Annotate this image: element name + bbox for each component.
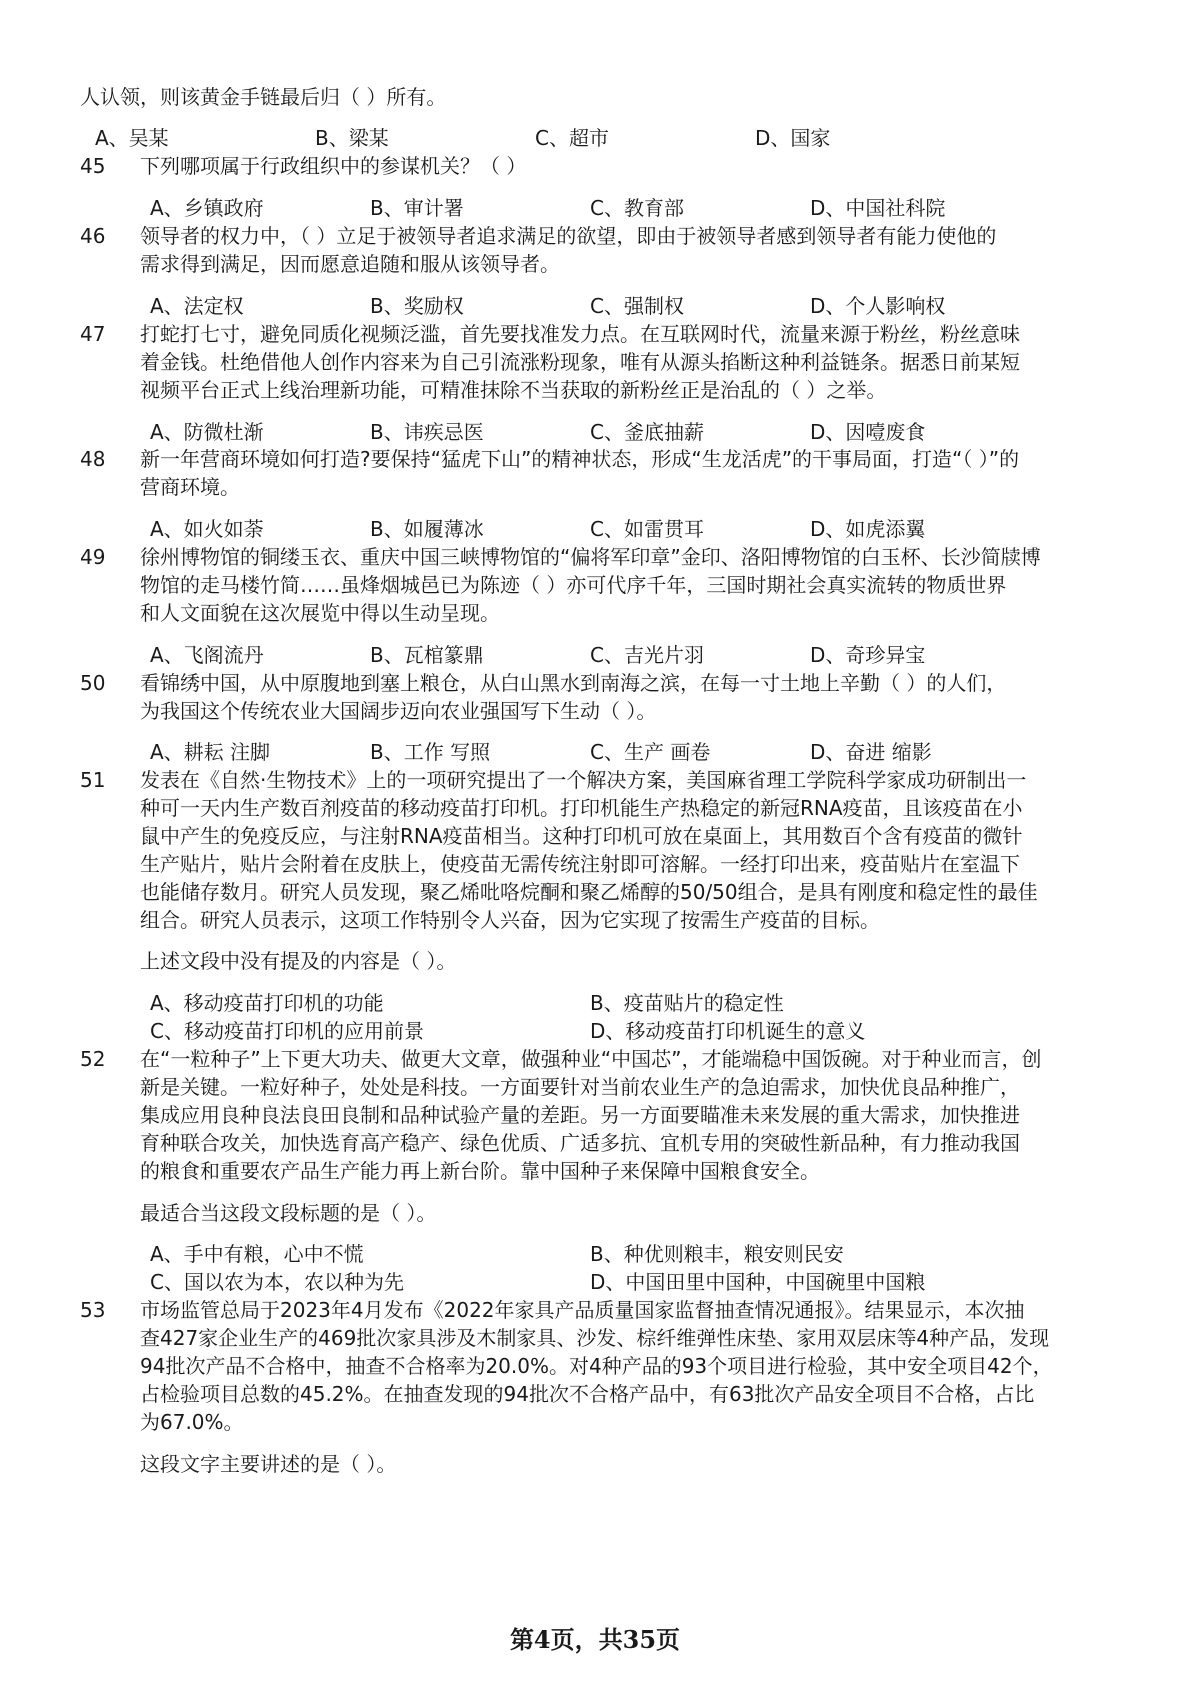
question-number: 51 (80, 768, 106, 792)
option-d: D、中国社科院 (810, 196, 946, 220)
question-stem-line: 新一年营商环境如何打造?要保持“猛虎下山”的精神状态，形成“生龙活虎”的干事局面，打造“（ ）”的 (140, 447, 1020, 471)
intro-option-b: B、梁某 (315, 126, 389, 150)
question-stem-line: 查427家企业生产的469批次家具涉及木制家具、沙发、棕纤维弹性床垫、家用双层床等4种产品，发现 (140, 1326, 1050, 1350)
question-number: 47 (80, 322, 106, 346)
option-d: D、奇珍异宝 (810, 643, 926, 667)
question-stem-line: 鼠中产生的免疫反应，与注射RNA疫苗相当。这种打印机可放在桌面上，其用数百个含有疫苗的微针 (140, 824, 1023, 848)
option-c: C、移动疫苗打印机的应用前景 (150, 1019, 424, 1043)
option-c: C、强制权 (590, 294, 684, 318)
question-number: 46 (80, 224, 106, 248)
option-b: B、讳疾忌医 (370, 420, 484, 444)
question-number: 52 (80, 1047, 106, 1071)
option-a: A、法定权 (150, 294, 244, 318)
option-d: D、如虎添翼 (810, 517, 926, 541)
question-stem-line: 新是关键。一粒好种子，处处是科技。一方面要针对当前农业生产的急迫需求，加快优良品种推广， (140, 1075, 1020, 1099)
question-number: 45 (80, 154, 106, 178)
option-a: A、手中有粮，心中不慌 (150, 1242, 364, 1266)
option-d: D、中国田里中国种，中国碗里中国粮 (590, 1270, 926, 1294)
option-b: B、奖励权 (370, 294, 464, 318)
intro-option-c: C、超市 (535, 126, 609, 150)
option-a: A、防微杜渐 (150, 420, 264, 444)
question-stem-line: 组合。研究人员表示，这项工作特别令人兴奋，因为它实现了按需生产疫苗的目标。 (140, 908, 880, 932)
option-d: D、奋进 缩影 (810, 740, 932, 764)
question-stem-line: 在“一粒种子”上下更大功夫、做更大文章，做强种业“中国芯”，才能端稳中国饭碗。对于种业而言，创 (140, 1047, 1042, 1071)
question-stem-line: 需求得到满足，因而愿意追随和服从该领导者。 (140, 252, 560, 276)
option-c: C、国以农为本，农以种为先 (150, 1270, 404, 1294)
option-d: D、个人影响权 (810, 294, 946, 318)
option-b: B、如履薄冰 (370, 517, 484, 541)
question-number: 49 (80, 545, 106, 569)
intro-option-a: A、吴某 (95, 126, 169, 150)
intro-option-d: D、国家 (755, 126, 831, 150)
question-stem-line: 发表在《自然·生物技术》上的一项研究提出了一个解决方案，美国麻省理工学院科学家成功研制出一 (140, 768, 1027, 792)
question-stem-line: 下列哪项属于行政组织中的参谋机关？（ ） (140, 154, 527, 178)
question-stem-line: 生产贴片，贴片会附着在皮肤上，使疫苗无需传统注射即可溶解。一经打印出来，疫苗贴片在室温下 (140, 852, 1020, 876)
question-stem-line: 为我国这个传统农业大国阔步迈向农业强国写下生动（ ）。 (140, 699, 657, 723)
question-prompt: 上述文段中没有提及的内容是（ ）。 (140, 949, 457, 973)
question-stem-line: 营商环境。 (140, 475, 240, 499)
option-a: A、耕耘 注脚 (150, 740, 271, 764)
question-stem-line: 占检验项目总数的45.2%。在抽查发现的94批次不合格产品中，有63批次产品安全项目不合格，占比 (140, 1382, 1035, 1406)
question-stem-line: 看锦绣中国，从中原腹地到塞上粮仓，从白山黑水到南海之滨，在每一寸土地上辛勤（ ）的人们， (140, 671, 1007, 695)
question-stem-line: 为67.0%。 (140, 1410, 244, 1434)
question-prompt: 最适合当这段文段标题的是（ ）。 (140, 1201, 437, 1225)
question-stem-line: 视频平台正式上线治理新功能，可精准抹除不当获取的新粉丝正是治乱的（ ）之举。 (140, 378, 887, 402)
question-stem-line: 也能储存数月。研究人员发现，聚乙烯吡咯烷酮和聚乙烯醇的50/50组合，是具有刚度和稳定性的最佳 (140, 880, 1038, 904)
question-number: 50 (80, 671, 106, 695)
page-footer: 第4页，共35页 (509, 1625, 681, 1654)
option-b: B、瓦棺篆鼎 (370, 643, 484, 667)
question-stem-line: 徐州博物馆的铜缕玉衣、重庆中国三峡博物馆的“偏将军印章”金印、洛阳博物馆的白玉杯、长沙简牍博 (140, 545, 1041, 569)
question-stem-line: 市场监管总局于2023年4月发布《2022年家具产品质量国家监督抽查情况通报》。结果显示，本次抽 (140, 1298, 1025, 1322)
question-stem-line: 着金钱。杜绝借他人创作内容来为自己引流涨粉现象，唯有从源头掐断这种利益链条。据悉日前某短 (140, 350, 1020, 374)
question-stem-line: 的粮食和重要农产品生产能力再上新台阶。靠中国种子来保障中国粮食安全。 (140, 1159, 820, 1183)
option-c: C、釜底抽薪 (590, 420, 704, 444)
question-stem-line: 种可一天内生产数百剂疫苗的移动疫苗打印机。打印机能生产热稳定的新冠RNA疫苗，且该疫苗在小 (140, 796, 1023, 820)
option-c: C、生产 画卷 (590, 740, 711, 764)
question-number: 48 (80, 447, 106, 471)
option-c: C、教育部 (590, 196, 684, 220)
question-stem-line: 94批次产品不合格中，抽查不合格率为20.0%。对4种产品的93个项目进行检验，其中安全项目42个， (140, 1354, 1053, 1378)
option-d: D、因噎废食 (810, 420, 926, 444)
question-stem-line: 育种联合攻关，加快选育高产稳产、绿色优质、广适多抗、宜机专用的突破性新品种，有力推动我国 (140, 1131, 1020, 1155)
option-a: A、乡镇政府 (150, 196, 264, 220)
question-stem-line: 打蛇打七寸，避免同质化视频泛滥，首先要找准发力点。在互联网时代，流量来源于粉丝，粉丝意味 (140, 322, 1020, 346)
question-prompt: 这段文字主要讲述的是（ ）。 (140, 1452, 397, 1476)
option-a: A、移动疫苗打印机的功能 (150, 991, 384, 1015)
option-c: C、吉光片羽 (590, 643, 704, 667)
option-b: B、种优则粮丰，粮安则民安 (590, 1242, 844, 1266)
option-b: B、疫苗贴片的稳定性 (590, 991, 784, 1015)
option-d: D、移动疫苗打印机诞生的意义 (590, 1019, 866, 1043)
intro-line: 人认领，则该黄金手链最后归（ ）所有。 (80, 85, 447, 109)
question-stem-line: 和人文面貌在这次展览中得以生动呈现。 (140, 601, 500, 625)
option-c: C、如雷贯耳 (590, 517, 704, 541)
option-a: A、飞阁流丹 (150, 643, 264, 667)
question-stem-line: 物馆的走马楼竹简……虽烽烟城邑已为陈迹（ ）亦可代序千年，三国时期社会真实流转的物质世界 (140, 573, 1007, 597)
question-stem-line: 集成应用良种良法良田良制和品种试验产量的差距。另一方面要瞄准未来发展的重大需求，加快推进 (140, 1103, 1020, 1127)
question-number: 53 (80, 1298, 106, 1322)
option-b: B、审计署 (370, 196, 464, 220)
option-b: B、工作 写照 (370, 740, 491, 764)
option-a: A、如火如荼 (150, 517, 264, 541)
question-stem-line: 领导者的权力中，（ ）立足于被领导者追求满足的欲望，即由于被领导者感到领导者有能力使他的 (140, 224, 997, 248)
